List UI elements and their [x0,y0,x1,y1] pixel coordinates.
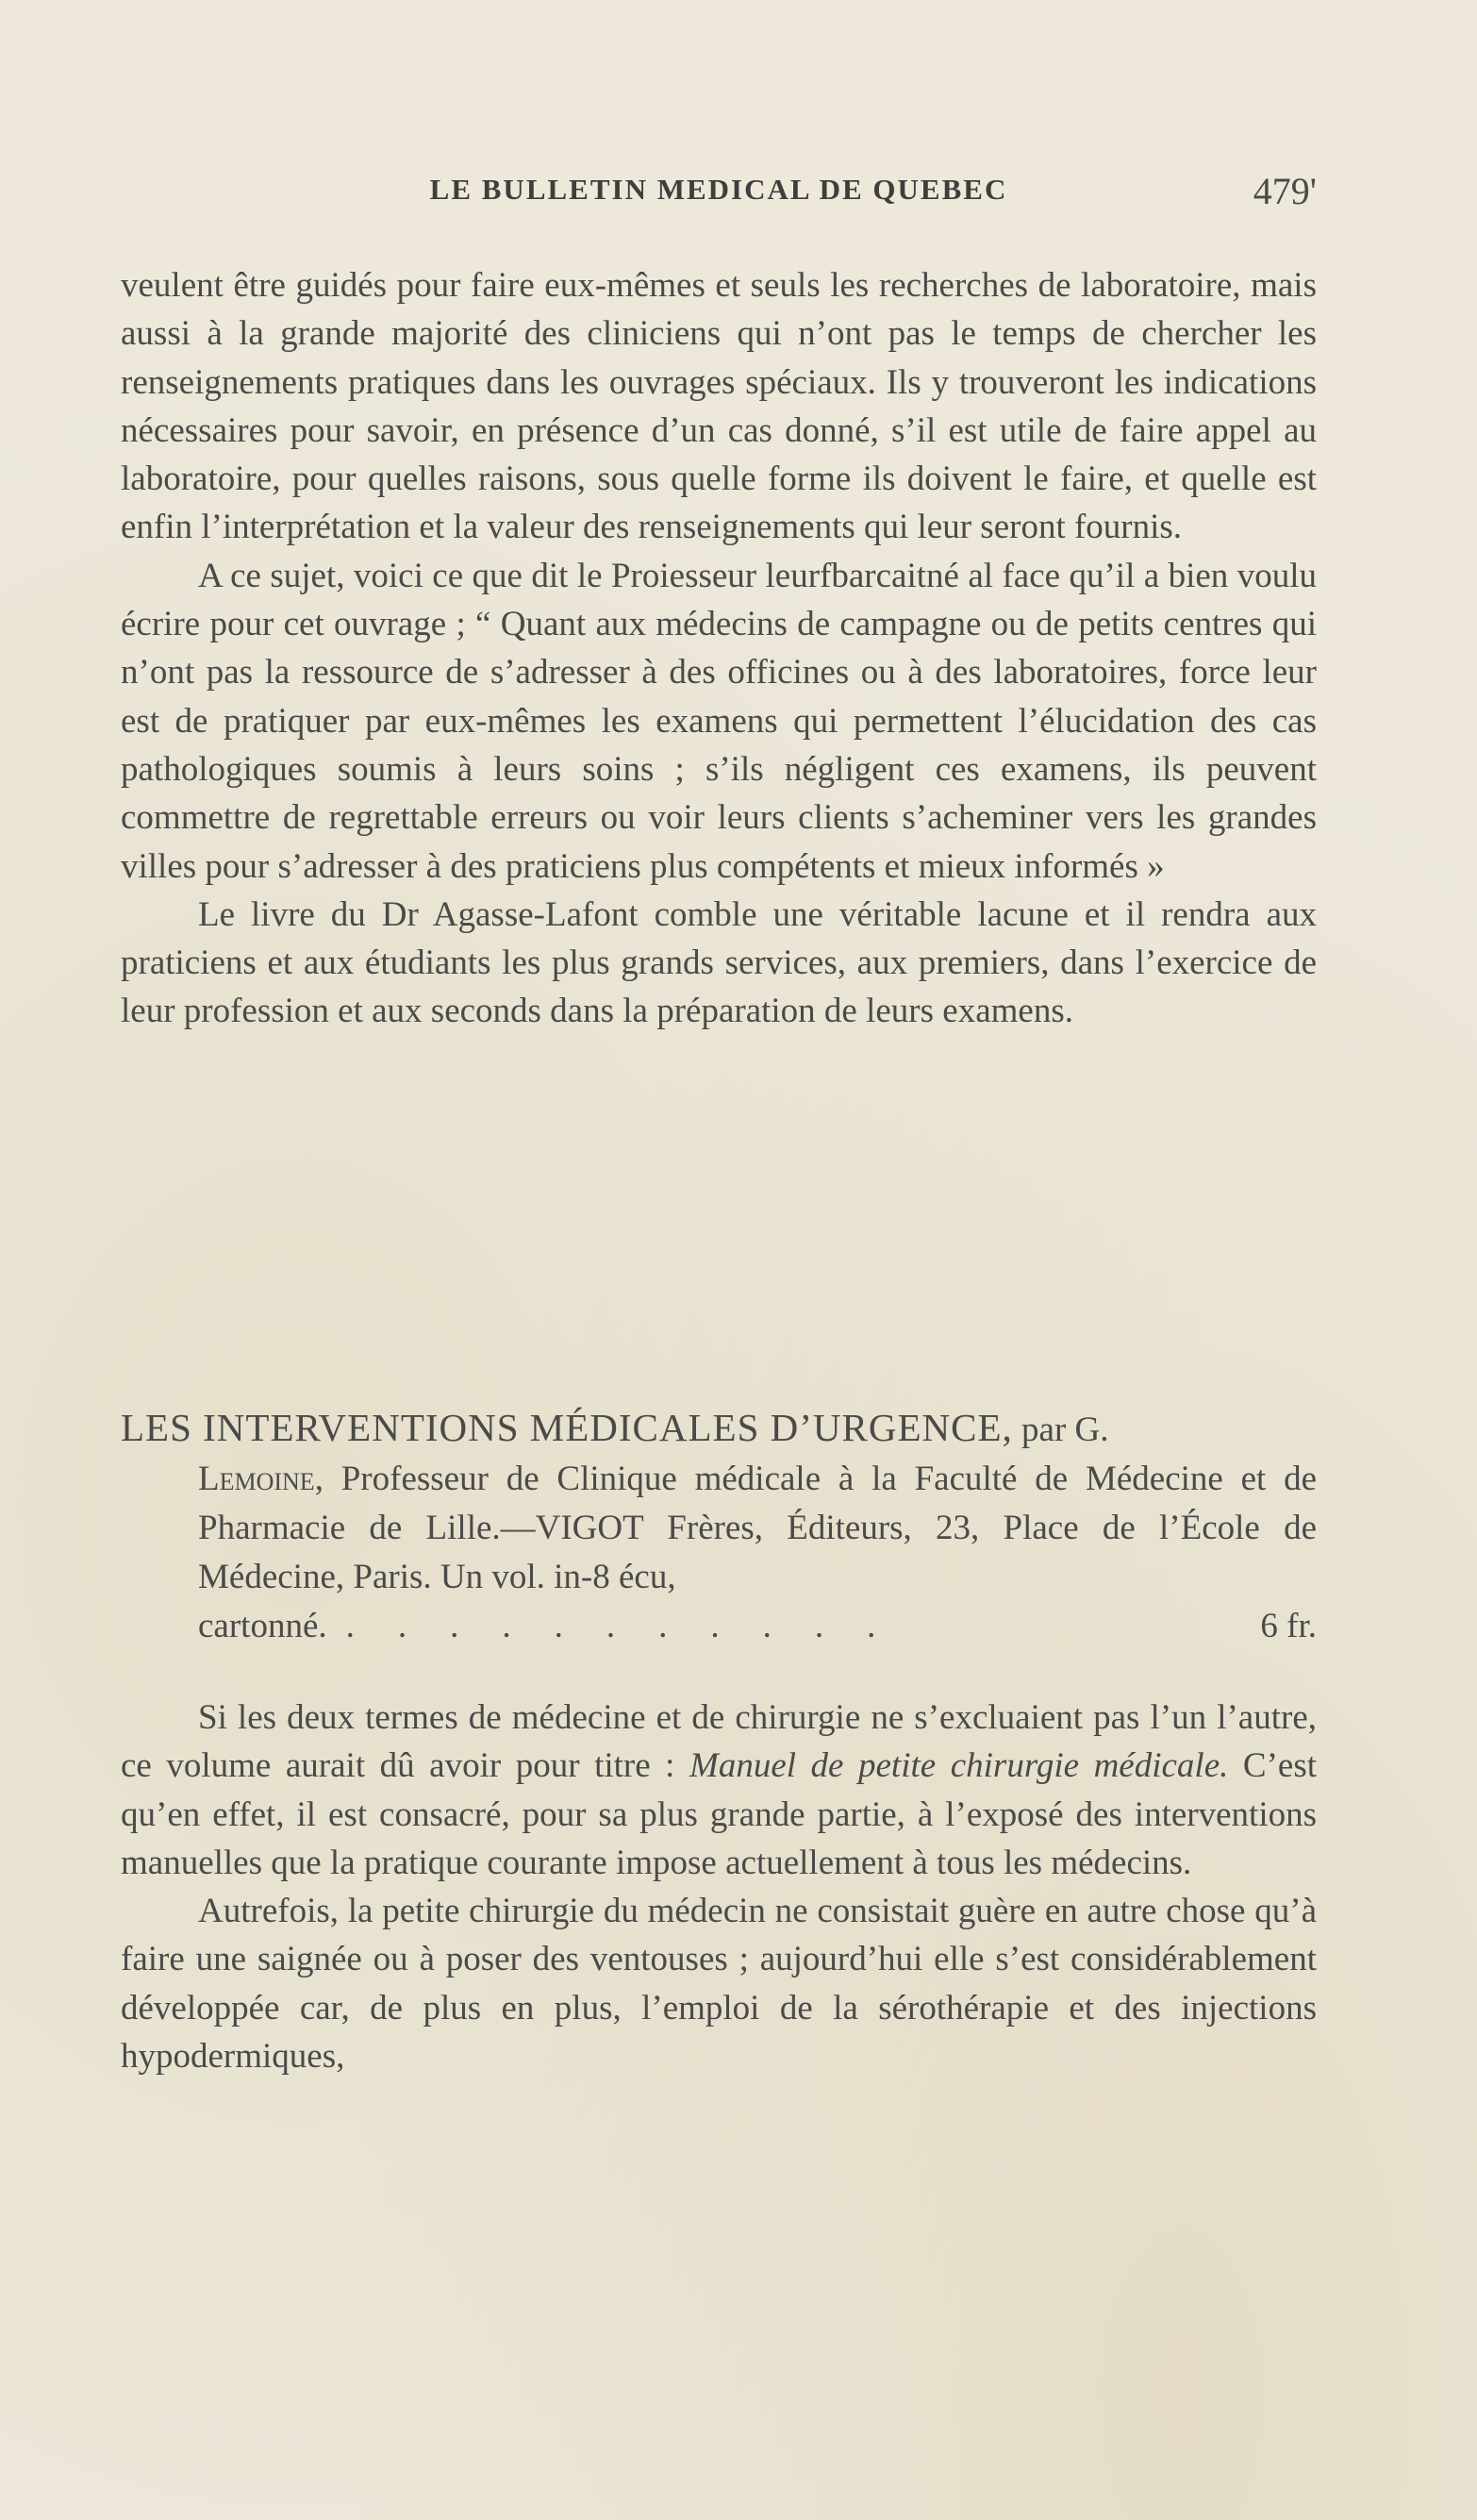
italic-title: Manuel de petite chirurgie médicale. [689,1746,1229,1786]
book-title-line [121,1403,1317,1455]
book-description: Professeur de Clinique médicale à la Faculté de Médecine et de Pharmacie de Lille.—VIGOT Frères, Éditeurs, 23, Place de l’École de Médecine, Paris. Un vol. in-8 écu, [198,1460,1317,1596]
book-binding: cartonné. [198,1607,327,1645]
book-price: 6 fr. [1260,1607,1317,1645]
paragraph: Le livre du Dr Agasse-Lafont comble une véritable lacune et il rendra aux praticiens et aux étudiants les plus grands services, aux premiers, dans l’exercice de leur profession et aux seconds dans la préparation de leurs examens. [121,894,1317,1031]
book-title: LES INTERVENTIONS MÉDICALES D’URGENCE, [121,1406,1013,1449]
paragraph-end: C’est qu’en effet, il est consacré, pour sa plus grande partie, à l’exposé des interventions manuelles que la pratique courante impose actuellement à tous les médecins. [121,1746,1318,1882]
paragraph-start: Si les deux termes de médecine et de chirurgie ne s’excluaient pas l’un l’autre, ce volume aurait dû avoir pour titre : [121,1698,1317,1786]
book-par: par G. [1021,1410,1109,1449]
book-review [121,1694,1317,2080]
page-number: 479' [1253,170,1317,212]
review-continuation [121,261,1317,1036]
book-heading [121,1403,1317,1651]
running-head [121,170,1317,220]
paragraph [121,1694,1317,1887]
book-author: Lemoine, [198,1460,324,1498]
paragraph: A ce sujet, voici ce que dit le Proiesseur leurfbarcaitné al face qu’il a bien voulu écrire pour cet ouvrage ; “ Quant aux médecins de campagne ou de petits centres qui n’ont pas la ressource de s’adresser à des officines ou à des laboratoires, force leur est de pratiquer par eux-mêmes les examens qui permettent l’élucidation des cas pathologiques soumis à leurs soins ; s’ils négligent ces examens, ils peuvent commettre de regrettable erreurs ou voir leurs clients s’acheminer vers les grandes villes pour s’adresser à des praticiens plus compétents et mieux informés » [121,556,1317,886]
leader-dots: ........... [345,1607,920,1645]
price-row [121,1602,1317,1651]
running-title: LE BULLETIN MEDICAL DE QUEBEC [429,173,1008,206]
paragraph: veulent être guidés pour faire eux-mêmes et seuls les recherches de laboratoire, mais aussi à la grande majorité des cliniciens qui n’ont pas le temps de chercher les renseignements pratiques dans les ouvrages spéciaux. Ils y trouveront les indications nécessaires pour savoir, en présence d’un cas donné, s’il est utile de faire appel au laboratoire, pour quelles raisons, sous quelle forme ils doivent le faire, et quelle est enfin l’interprétation et la valeur des renseignements qui leur seront fournis. [121,266,1317,547]
book-details [121,1455,1317,1602]
paragraph: Autrefois, la petite chirurgie du médecin ne consistait guère en autre chose qu’à faire une saignée ou à poser des ventouses ; aujourd’hui elle s’est considérablement développée car, de plus en plus, l’emploi de la sérothérapie et des injections hypodermiques, [121,1892,1317,2077]
